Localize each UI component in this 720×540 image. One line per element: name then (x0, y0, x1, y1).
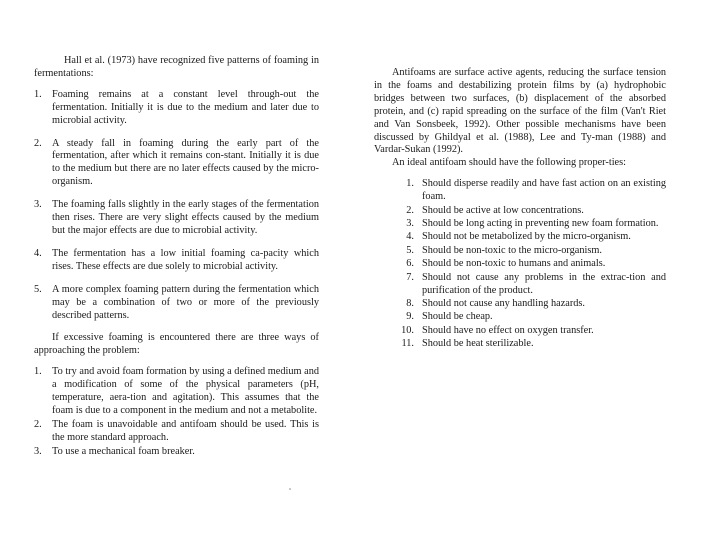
item-number: 3. (406, 217, 414, 229)
item-text: To try and avoid foam formation by using a defined medium and a modification of some of the physical parameters (pH, temperature, aera-tion and agitation). This assumes that the foam is due to a component in the medium and not a metabolite. (52, 366, 319, 416)
item-text: Should be non-toxic to the micro-organism. (422, 244, 602, 256)
foaming-patterns-list (34, 89, 319, 323)
antifoam-properties-list (374, 178, 666, 351)
item-number: 10. (401, 324, 414, 336)
item-number: 2. (34, 137, 42, 149)
ways-intro-paragraph: If excessive foaming is encountered there are three ways of approaching the problem: (34, 332, 319, 357)
list-item (34, 284, 319, 323)
item-text: Should be non-toxic to humans and animals. (422, 258, 606, 270)
item-number: 3. (34, 199, 42, 211)
item-text: Should have no effect on oxygen transfer. (422, 324, 594, 336)
list-item (400, 178, 666, 204)
item-number: 6. (406, 258, 414, 270)
right-column (374, 67, 666, 352)
list-item (34, 89, 319, 128)
item-text: Should not cause any handling hazards. (422, 297, 585, 309)
item-number: 3. (34, 445, 42, 457)
item-number: 5. (34, 283, 42, 295)
list-item (400, 258, 666, 271)
list-item (400, 218, 666, 231)
list-item (400, 231, 666, 244)
antifoam-paragraph: Antifoams are surface active agents, reducing the surface tension in the foams and destabilizing protein films by (a) hydrophobic bridges between two surfaces, (b) displacement of the absorbed protein, and (c) rapid spreading on the surface of the film (Van't Riet and Van Sonsbeek, 1992). Other possible mechanisms have been discussed by Ghildyal et al. (1988), Lee and Ty-man (1988) and Vardar-Sukan (1992). (374, 67, 666, 156)
item-number: 7. (406, 271, 414, 283)
item-text: Should be active at low concentrations. (422, 204, 584, 216)
item-text: Should not cause any problems in the extrac-tion and purification of the product. (422, 271, 666, 296)
intro-paragraph: Hall et al. (1973) have recognized five patterns of foaming in fermentations: (34, 55, 319, 79)
list-item (400, 338, 666, 351)
item-number: 2. (406, 204, 414, 216)
list-item (34, 446, 319, 459)
item-number: 1. (34, 88, 42, 100)
item-text: Should be heat sterilizable. (422, 338, 534, 350)
scan-speck-marks (288, 484, 308, 494)
list-item (400, 205, 666, 218)
item-number: 1. (34, 366, 42, 378)
item-number: 4. (406, 231, 414, 243)
list-item (34, 366, 319, 418)
item-text: Should be cheap. (422, 311, 493, 323)
item-number: 1. (406, 178, 414, 190)
list-item (400, 298, 666, 311)
list-item (400, 311, 666, 324)
item-text: A more complex foaming pattern during the fermentation which may be a combination of two or more of the previously described patterns. (52, 283, 319, 321)
item-text: Should disperse readily and have fast action on an existing foam. (422, 178, 666, 203)
list-item (400, 325, 666, 338)
list-item (34, 138, 319, 190)
item-text: Foaming remains at a constant level through-out the fermentation. Initially it is due to the medium and later due to microbial activity. (52, 88, 319, 126)
approaches-list (34, 366, 319, 458)
item-text: The foaming falls slightly in the early stages of the fermentation then rises. There are very slight effects caused by the medium but the major effects are due to microbial activity. (52, 199, 319, 236)
item-number: 8. (406, 297, 414, 309)
left-column (34, 55, 319, 460)
item-text: The fermentation has a low initial foaming ca-pacity which rises. These effects are due solely to microbial activity. (52, 247, 319, 272)
item-text: The foam is unavoidable and antifoam should be used. This is the more standard approach. (52, 418, 319, 443)
item-number: 2. (34, 418, 42, 430)
list-item (400, 272, 666, 298)
list-item (34, 419, 319, 445)
item-number: 9. (406, 311, 414, 323)
item-number: 11. (401, 338, 414, 350)
item-text: A steady fall in foaming during the early part of the fermentation, after which it remains con-stant. Initially it is due to the medium but there are no later effects caused by the micro-organism. (52, 137, 319, 188)
item-number: 4. (34, 247, 42, 259)
item-text: Should not be metabolized by the micro-organism. (422, 231, 631, 243)
item-text: Should be long acting in preventing new foam formation. (422, 217, 659, 229)
item-text: To use a mechanical foam breaker. (52, 445, 195, 457)
list-item (34, 248, 319, 274)
list-item (34, 199, 319, 238)
list-item (400, 245, 666, 258)
item-number: 5. (406, 244, 414, 256)
ideal-antifoam-intro: An ideal antifoam should have the following proper-ties: (392, 157, 626, 169)
